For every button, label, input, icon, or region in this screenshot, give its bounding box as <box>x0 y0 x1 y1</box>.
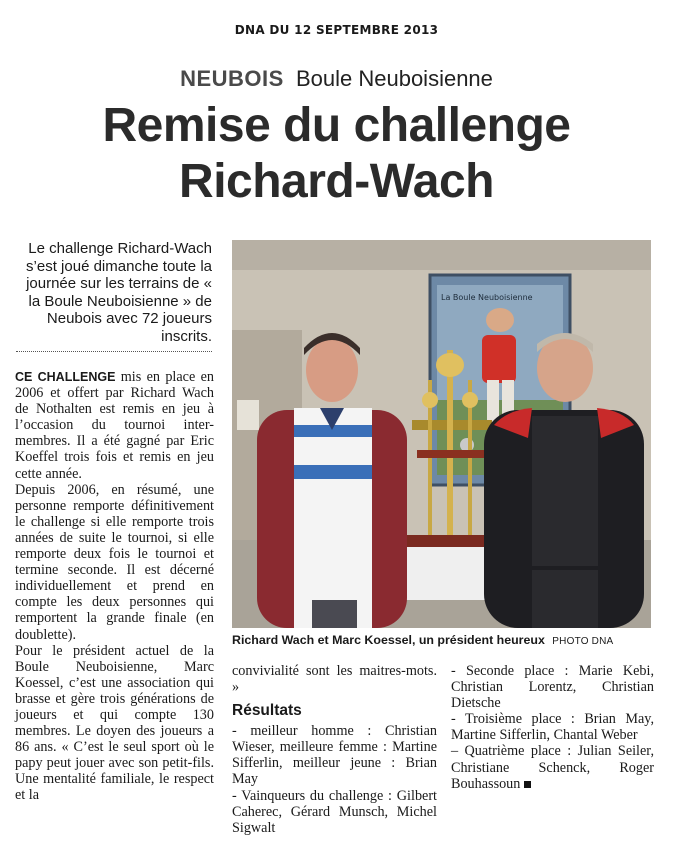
photo-caption <box>232 633 662 647</box>
photo-credit: PHOTO DNA <box>552 636 614 647</box>
result-item: - Vainqueurs du challenge : Gilbert Caherec, Gérard Munsch, Michel Sigwalt <box>232 787 437 836</box>
body-column-1 <box>15 369 214 804</box>
body-paragraph-2: Depuis 2006, en résumé, une personne remporte définitivement le challenge si elle remporte trois années de suite le tournoi, si elle remporte deux fois le tournoi et termine seconde. Il est décerné individuellement et prend en compte les deux personnes qui remportent la grande finale (en doublette). <box>15 481 214 643</box>
lead-in: CE CHALLENGE <box>15 370 116 384</box>
kicker-club: Boule Neuboisienne <box>295 66 493 91</box>
lead-paragraph: Le challenge Richard-Wach s’est joué dimanche toute la journée sur les terrains de « la Boule Neuboisienne » de Neubois avec 72 joueurs inscrits. <box>26 240 212 345</box>
end-mark <box>524 781 531 788</box>
result-item: - meilleur homme : Christian Wieser, meilleure femme : Martine Sifferlin, meilleur jeune : Brian May <box>232 723 437 788</box>
source-line: DNA DU 12 SEPTEMBRE 2013 <box>234 23 439 37</box>
body-paragraph-3-cont: convivialité sont les maitres-mots. » <box>232 663 437 696</box>
results-heading: Résultats <box>232 702 302 720</box>
caption-text: Richard Wach et Marc Koessel, un président heureux <box>232 633 545 647</box>
kicker <box>0 66 673 92</box>
result-item: - Seconde place : Marie Kebi, Christian Lorentz, Christian Dietsche <box>451 663 654 712</box>
photo-illustration <box>232 240 651 628</box>
article-photo <box>232 240 651 628</box>
headline <box>0 98 673 210</box>
poster-text: La Boule Neuboisienne <box>441 293 533 302</box>
result-item-last: – Quatrième place : Julian Seiler, Christiane Schenck, Roger Bouhassoun <box>451 743 654 792</box>
body-paragraph-3: Pour le président actuel de la Boule Neuboisienne, Marc Koessel, c’est une association qui brasse et gère trois générations de joueurs et qui compte 130 membres. Le doyen des joueurs a 86 ans. « C’est le seul sport où le papy peut jouer avec son petit-fils. Une mentalité familiale, le respect et la <box>15 642 214 804</box>
body-column-3 <box>451 663 654 792</box>
result-item: - Troisième place : Brian May, Martine Sifferlin, Chantal Weber <box>451 711 654 744</box>
headline-line-1: Remise du challenge <box>102 99 571 152</box>
lead-separator <box>16 351 212 352</box>
body-paragraph-1: CE CHALLENGE mis en place en 2006 et offert par Richard Wach de Nothalten est remis en jeu à l’occasion du tournoi inter-membres. Il a été gagné par Eric Koeffel trois fois et remis en jeu cette année. <box>15 369 214 482</box>
headline-line-2: Richard-Wach <box>179 155 494 208</box>
kicker-town: NEUBOIS <box>180 66 284 91</box>
body-column-2 <box>232 663 437 836</box>
